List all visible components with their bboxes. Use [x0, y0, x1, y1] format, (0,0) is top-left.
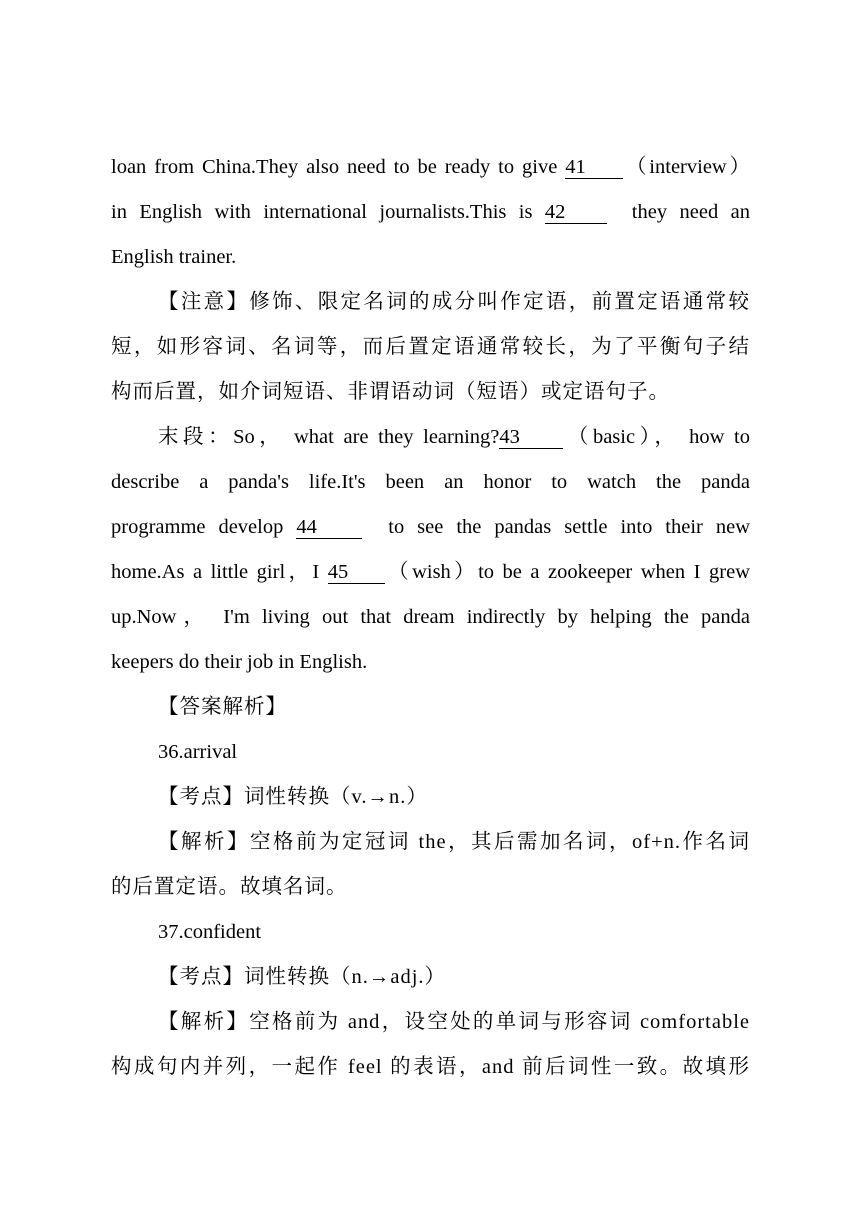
text-segment: home.As a little girl，I	[111, 561, 328, 583]
text-segment: to see the pandas settle into their new	[362, 516, 750, 538]
last-line1	[111, 415, 750, 460]
last-line4	[111, 550, 750, 595]
answers-heading: 【答案解析】	[158, 696, 287, 718]
blank-44: 44	[296, 516, 362, 539]
note-line2: 短，如形容词、名词等，而后置定语通常较长，为了平衡句子结	[111, 336, 750, 358]
answer-36-point: 【考点】词性转换（v.→n.）	[158, 786, 428, 808]
document-page	[111, 145, 750, 1090]
answer-37-explanation-line1: 【解析】空格前为 and，设空处的单词与形容词 comfortable	[158, 1011, 750, 1033]
answer-37-point: 【考点】词性转换（n.→adj.）	[158, 966, 447, 988]
answer-37-explanation-line2: 构成句内并列，一起作 feel 的表语，and 前后词性一致。故填形	[111, 1056, 750, 1078]
text-segment: loan from China.They also need to be ready to give	[111, 156, 566, 178]
text-segment: 末段：So， what are they learning?	[158, 426, 500, 448]
blank-43: 43	[499, 426, 563, 449]
para1-line2	[111, 190, 750, 235]
text-segment: （basic）， how to	[563, 426, 750, 448]
text-segment: programme develop	[111, 516, 297, 538]
last-line2: describe a panda's life.It's been an honor to watch the panda	[111, 471, 750, 493]
answer-36-explanation-line1: 【解析】空格前为定冠词 the，其后需加名词，of+n.作名词	[158, 831, 750, 853]
note-line1: 【注意】修饰、限定名词的成分叫作定语，前置定语通常较	[158, 291, 750, 313]
answer-36: 36.arrival	[158, 741, 238, 763]
text-segment: they need an	[606, 201, 750, 223]
blank-45: 45	[328, 561, 385, 584]
text-segment: in English with international journalists.This is	[111, 201, 545, 223]
note-line3: 构而后置，如介词短语、非谓语动词（短语）或定语句子。	[111, 381, 670, 403]
last-line3	[111, 505, 750, 550]
blank-41: 41	[565, 156, 623, 179]
answer-37: 37.confident	[158, 921, 262, 943]
answer-36-explanation-line2: 的后置定语。故填名词。	[111, 876, 348, 898]
text-segment: （wish）to be a zookeeper when I grew	[384, 561, 751, 583]
para1-line1	[111, 145, 750, 190]
text-segment: （interview）	[623, 156, 751, 178]
blank-42: 42	[545, 201, 607, 224]
last-line5: up.Now， I'm living out that dream indirectly by helping the panda	[111, 606, 750, 628]
last-line6: keepers do their job in English.	[111, 651, 368, 673]
para1-line3: English trainer.	[111, 246, 237, 268]
